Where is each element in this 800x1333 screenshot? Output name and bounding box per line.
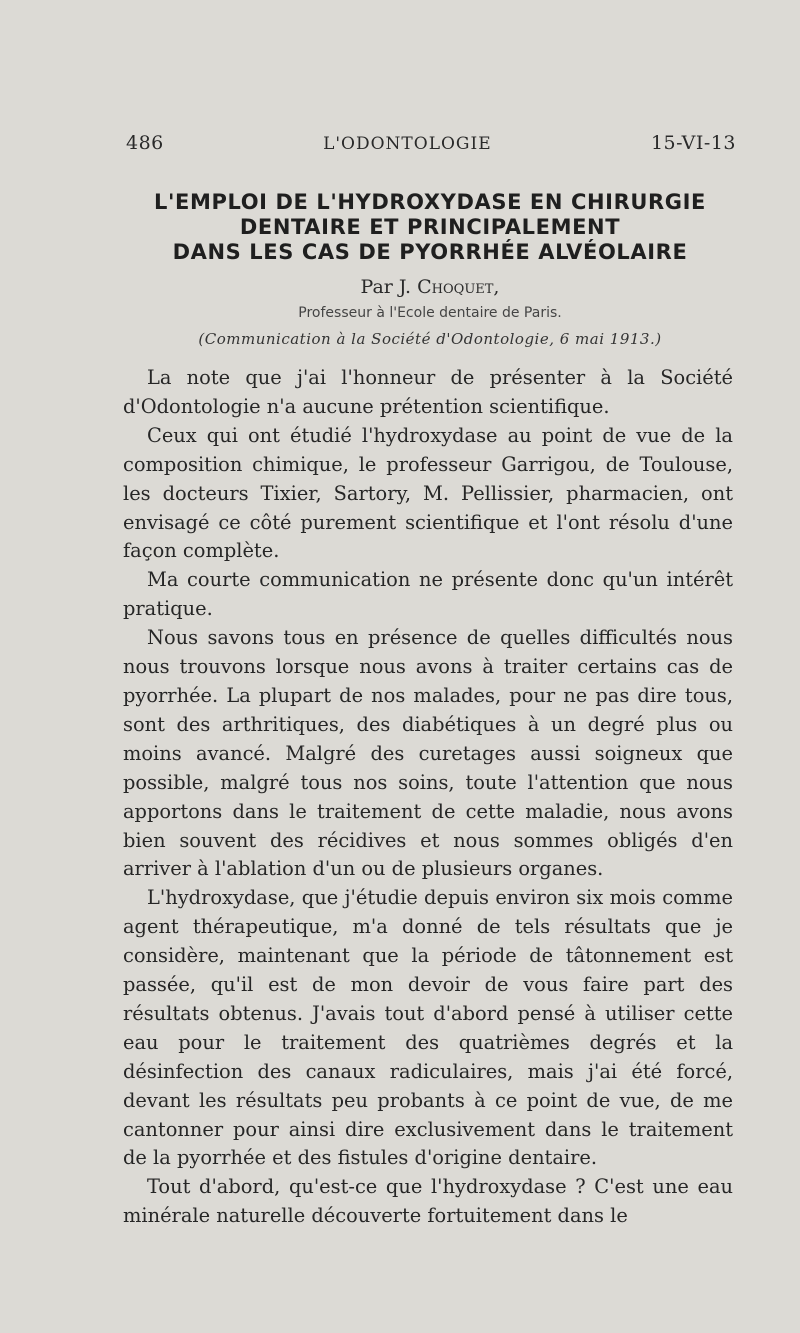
issue-date: 15-VI-13 xyxy=(650,132,736,154)
paragraph: La note que j'ai l'honneur de présenter à la Société d'Odontologie n'a aucune prétention scientifique. xyxy=(123,366,733,418)
author-affiliation: Professeur à l'Ecole dentaire de Paris. xyxy=(298,305,562,321)
paragraph: Nous savons tous en présence de quelles difficultés nous nous trouvons lorsque nous avons à traiter certains cas de pyorrhée. La plupart de nos malades, pour ne pas dire tous, sont des arthritiques, des diabétiques à un degré plus ou moins avancé. Malgré des curetages aussi soigneux que possible, malgré tous nos soins, toute l'attention que nous apportons dans le traitement de cette maladie, nous avons bien souvent des récidives et nous sommes obligés d'en arriver à l'ablation d'un ou de plusieurs organes. xyxy=(123,626,733,881)
running-head xyxy=(126,132,736,154)
title-line: L'EMPLOI DE L'HYDROXYDASE EN CHIRURGIE xyxy=(154,190,706,214)
byline-prefix: Par J. xyxy=(360,276,418,298)
article-title xyxy=(110,190,750,265)
paragraph: L'hydroxydase, que j'étudie depuis environ six mois comme agent thérapeutique, m'a donné de tels résultats que je considère, maintenant que la période de tâtonnement est passée, qu'il est de mon devoir de vous faire part des résultats obtenus. J'avais tout d'abord pensé à utiliser cette eau pour le traitement des quatrièmes degrés et la désinfection des canaux radiculaires, mais j'ai été forcé, devant les résultats peu probants à ce point de vue, de me cantonner pour ainsi dire exclusivement dans le traitement de la pyorrhée et des fistules d'origine dentaire. xyxy=(123,886,733,1170)
paragraph: Ceux qui ont étudié l'hydroxydase au point de vue de la composition chimique, le professeur Garrigou, de Toulouse, les docteurs Tixier, Sartory, M. Pellissier, pharmacien, ont envisagé ce côté purement scientifique et l'ont résolu d'une façon complète. xyxy=(123,423,733,563)
title-line: DENTAIRE ET PRINCIPALEMENT xyxy=(239,215,621,239)
journal-name: L'ODONTOLOGIE xyxy=(323,134,492,154)
byline xyxy=(110,276,750,298)
article-body xyxy=(123,364,733,1231)
author-name: Choquet, xyxy=(417,276,500,298)
paragraph: Tout d'abord, qu'est-ce que l'hydroxydase ? C'est une eau minérale naturelle découverte fortuitement dans le xyxy=(123,1175,733,1228)
communication-note: (Communication à la Société d'Odontologie, 6 mai 1913.) xyxy=(198,330,662,348)
paragraph: Ma courte communication ne présente donc qu'un intérêt pratique. xyxy=(123,568,733,621)
title-line: DANS LES CAS DE PYORRHÉE ALVÉOLAIRE xyxy=(172,240,688,264)
page-number: 486 xyxy=(126,132,164,154)
